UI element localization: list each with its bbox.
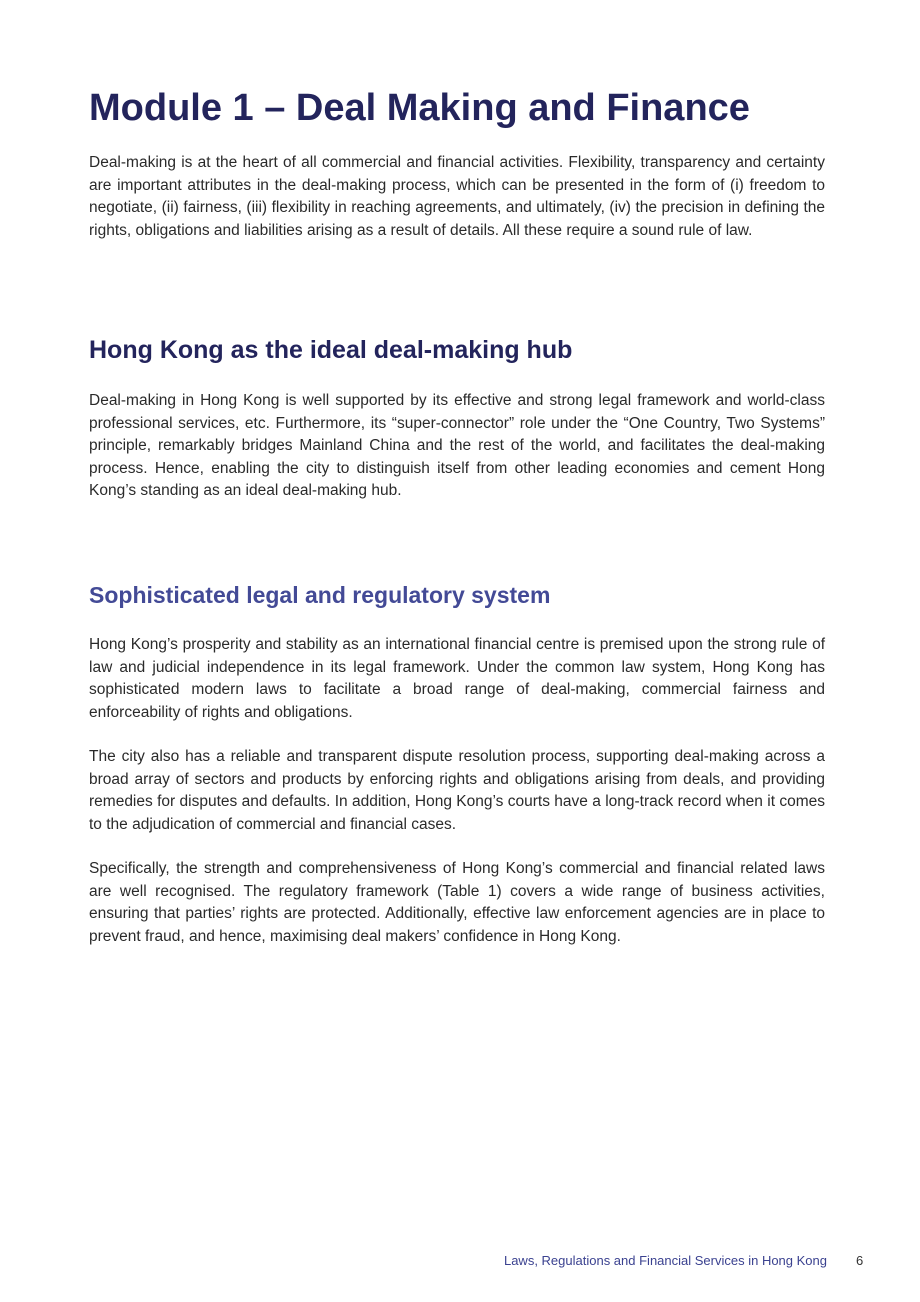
- section-heading-legal-system: Sophisticated legal and regulatory system: [89, 582, 551, 608]
- legal-system-paragraph-3: Specifically, the strength and comprehensiveness of Hong Kong’s commercial and financial related laws are well recognised. The regulatory framework (Table 1) covers a wide range of business activities, ensuring that parties’ rights are protected. Additionally, effective law enforcement agencies are in place to prevent fraud, and hence, maximising deal makers’ confidence in Hong Kong.: [89, 860, 825, 945]
- deal-making-hub-paragraph: Deal-making in Hong Kong is well supported by its effective and strong legal framework and world-class professional services, etc. Furthermore, its “super-connector” role under the “One Country, Two Systems” principle, remarkably bridges Mainland China and the rest of the world, and facilitates the deal-making process. Hence, enabling the city to distinguish itself from other leading economies and cement Hong Kong’s standing as an ideal deal-making hub.: [89, 392, 825, 499]
- legal-system-paragraph-1: Hong Kong’s prosperity and stability as an international financial centre is premised upon the strong rule of law and judicial independence in its legal framework. Under the common law system, Hong Kong has sophisticated modern laws to facilitate a broad range of deal-making, commercial fairness and enforceability of rights and obligations.: [89, 636, 825, 721]
- module-title: Module 1 – Deal Making and Finance: [89, 87, 750, 129]
- module-intro-paragraph: Deal-making is at the heart of all commercial and financial activities. Flexibility, transparency and certainty are important attributes in the deal-making process, which can be presented in the form of (i) freedom to negotiate, (ii) fairness, (iii) flexibility in reaching agreements, and ultimately, (iv) the precision in defining the rights, obligations and liabilities arising as a result of details. All these require a sound rule of law.: [89, 154, 825, 239]
- legal-system-paragraph-2: The city also has a reliable and transparent dispute resolution process, supporting deal-making across a broad array of sectors and products by enforcing rights and obligations arising from deals, and providing remedies for disputes and defaults. In addition, Hong Kong’s courts have a long-track record when it comes to the adjudication of commercial and financial cases.: [89, 748, 825, 833]
- footer-page-number: 6: [856, 1253, 864, 1268]
- section-heading-deal-making-hub: Hong Kong as the ideal deal-making hub: [89, 336, 573, 364]
- footer-document-title: Laws, Regulations and Financial Services in Hong Kong: [503, 1253, 827, 1268]
